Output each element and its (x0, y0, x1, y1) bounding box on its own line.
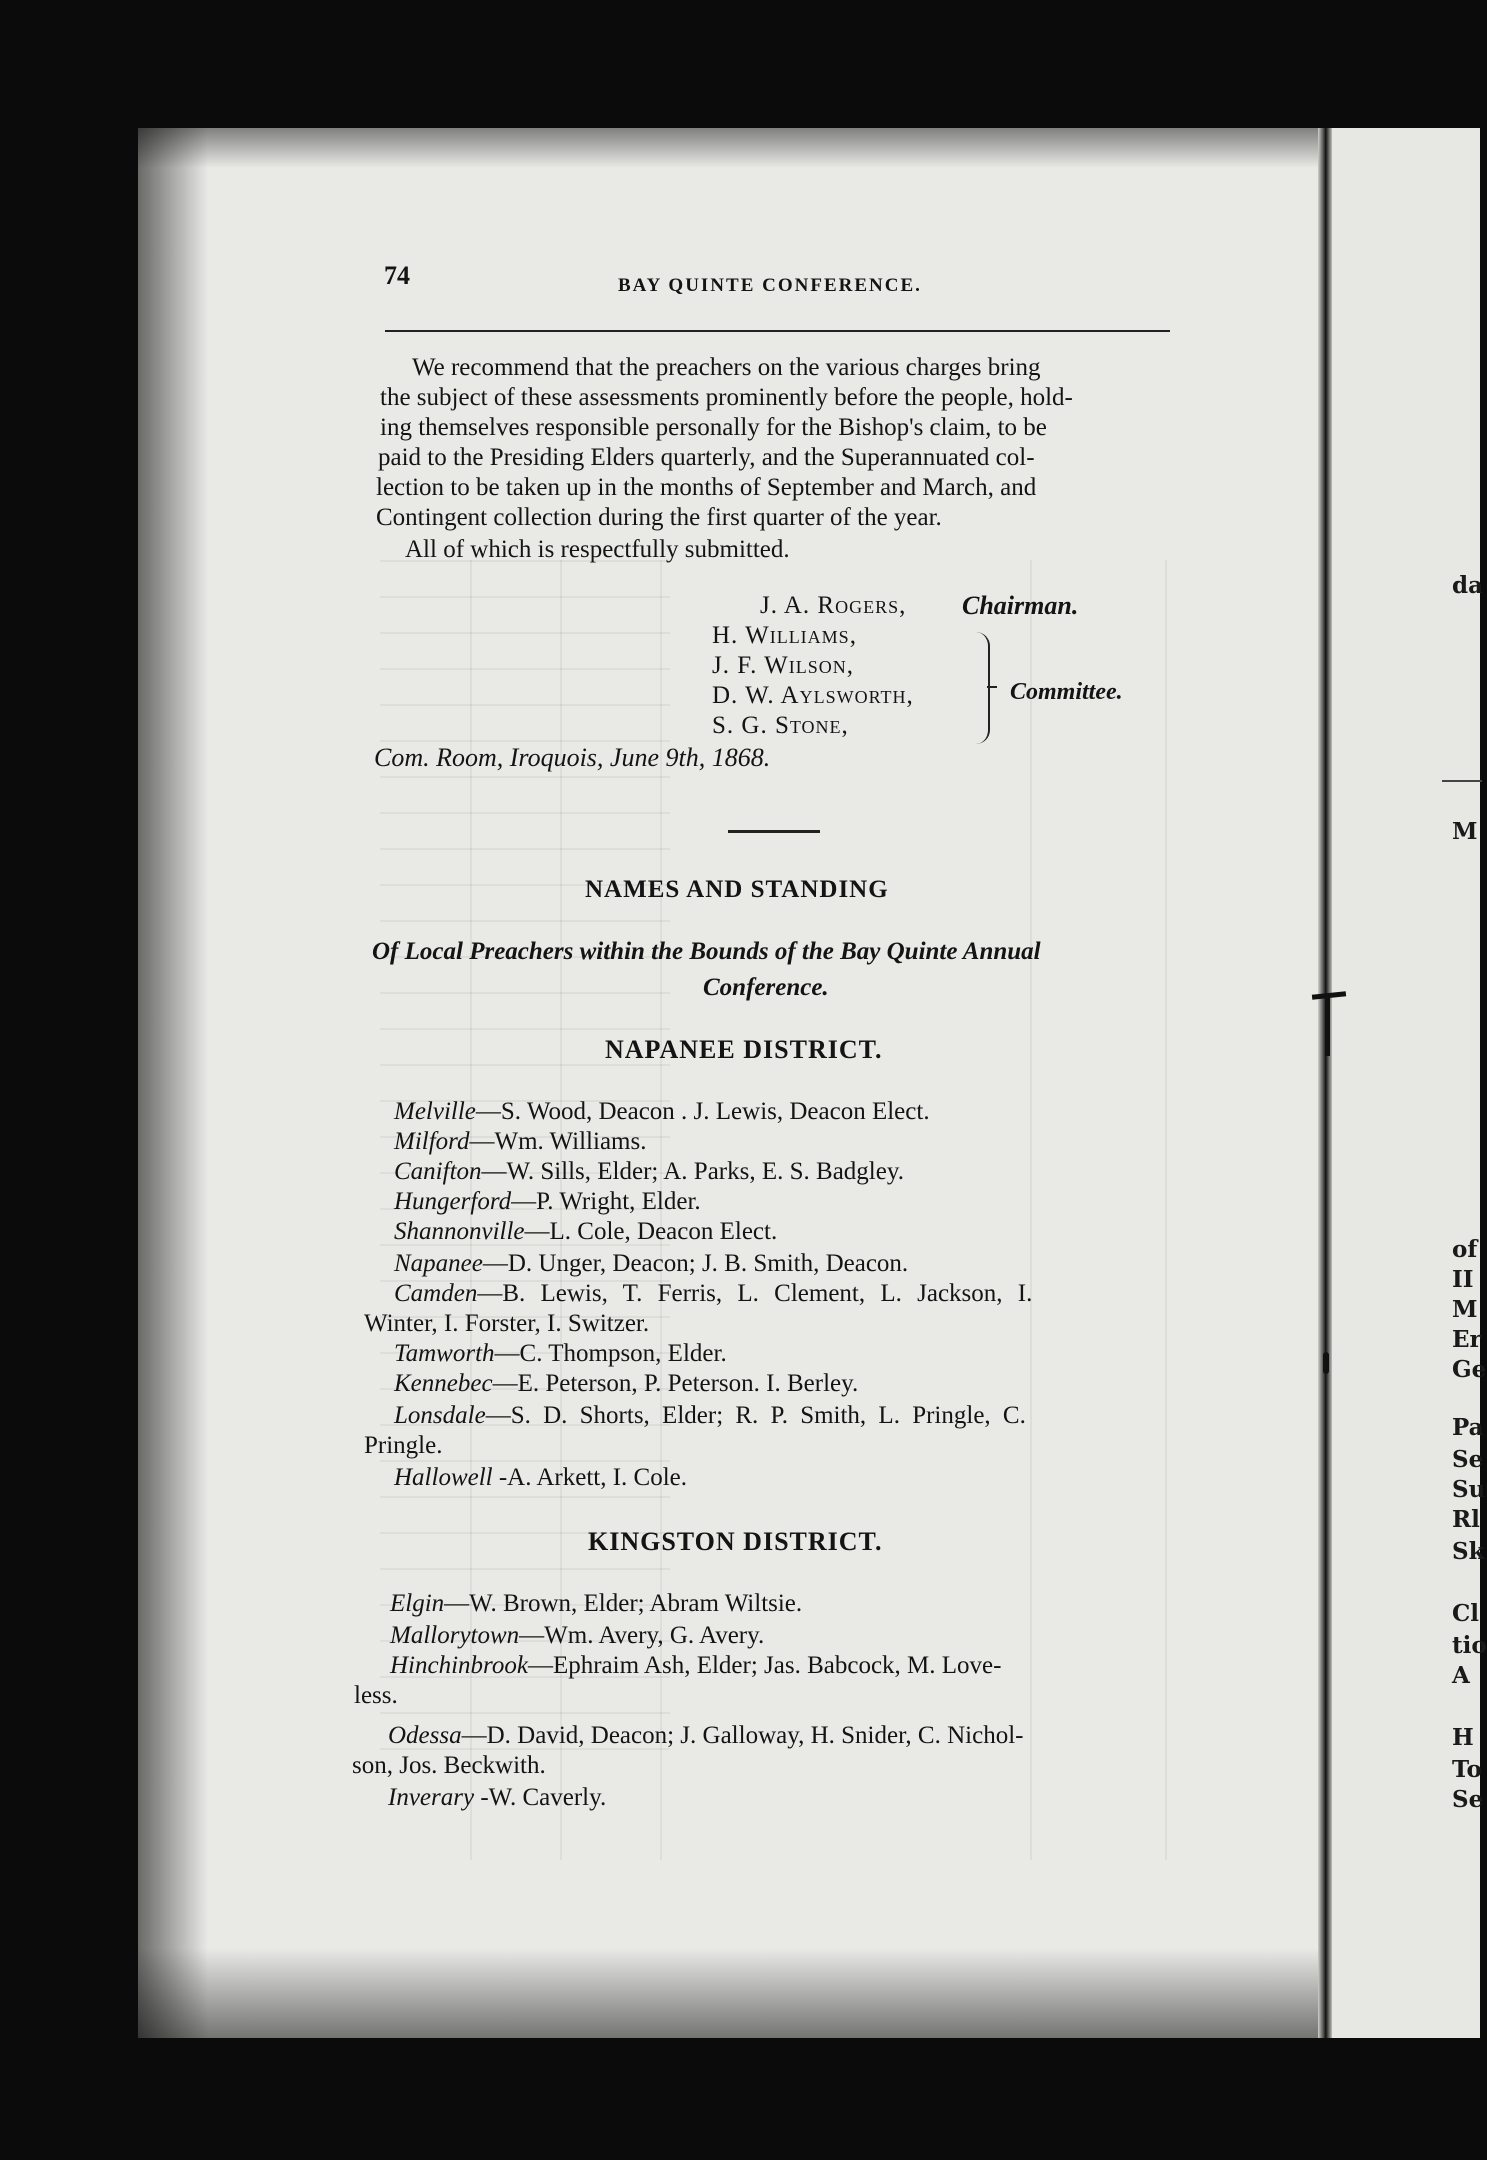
book-gutter (1318, 128, 1332, 2038)
dateline: Com. Room, Iroquois, June 9th, 1868. (374, 743, 771, 772)
header-rule (385, 330, 1170, 332)
list-item: Shannonville—L. Cole, Deacon Elect. (394, 1218, 778, 1245)
fragment: Sk (1452, 1538, 1485, 1565)
committee-member: S. G. Stone, (712, 712, 849, 739)
list-item: Hallowell -A. Arkett, I. Cole. (394, 1464, 688, 1491)
fragment: da (1452, 572, 1483, 599)
list-item: Lonsdale—S. D. Shorts, Elder; R. P. Smith, L. Pringle, C. (394, 1402, 1026, 1429)
list-item: Hinchinbrook—Ephraim Ash, Elder; Jas. Babcock, M. Love- (390, 1652, 1002, 1679)
section-title: NAMES AND STANDING (585, 876, 889, 903)
fragment: Ge (1452, 1356, 1487, 1383)
committee-member: H. Williams, (712, 622, 857, 649)
list-item: Kennebec—E. Peterson, P. Peterson. I. Berley. (394, 1370, 859, 1397)
list-item: Pringle. (364, 1432, 443, 1459)
list-item: Inverary -W. Caverly. (388, 1784, 607, 1811)
closing-line: All of which is respectfully submitted. (405, 536, 790, 563)
fragment: To (1452, 1756, 1482, 1783)
fragment: H (1452, 1724, 1474, 1751)
section-subtitle: Of Local Preachers within the Bounds of the Bay Quinte Annual (372, 938, 1041, 965)
list-item: Melville—S. Wood, Deacon . J. Lewis, Deacon Elect. (394, 1098, 930, 1125)
chairman-name: J. A. Rogers, (760, 592, 907, 619)
list-item: Hungerford—P. Wright, Elder. (394, 1188, 701, 1215)
fragment: Se (1452, 1446, 1484, 1473)
ink-mark (1325, 996, 1330, 1056)
list-item: son, Jos. Beckwith. (352, 1752, 546, 1779)
fragment: Cl (1452, 1600, 1480, 1627)
district-heading-napanee: NAPANEE DISTRICT. (605, 1035, 883, 1064)
list-item: Odessa—D. David, Deacon; J. Galloway, H. Snider, C. Nichol- (388, 1722, 1024, 1749)
list-item: Napanee—D. Unger, Deacon; J. B. Smith, Deacon. (394, 1250, 909, 1277)
paragraph-line: We recommend that the preachers on the various charges bring (412, 354, 1041, 381)
paragraph-line: Contingent collection during the first quarter of the year. (376, 504, 942, 531)
fragment: Se (1452, 1786, 1484, 1813)
list-item: Milford—Wm. Williams. (394, 1128, 647, 1155)
running-title: BAY QUINTE CONFERENCE. (618, 275, 922, 296)
chairman-title: Chairman. (962, 591, 1079, 620)
paragraph-line: ing themselves responsible personally for the Bishop's claim, to be (380, 414, 1047, 441)
committee-brace (970, 632, 990, 744)
fragment: M (1452, 818, 1478, 845)
page-number: 74 (384, 261, 410, 290)
list-item: Tamworth—C. Thompson, Elder. (394, 1340, 727, 1367)
fragment: of (1452, 1236, 1478, 1263)
fragment: II (1452, 1266, 1474, 1293)
list-item: Camden—B. Lewis, T. Ferris, L. Clement, L. Jackson, I. (394, 1280, 1033, 1307)
fragment: Su (1452, 1476, 1486, 1503)
section-divider (728, 830, 820, 833)
fragment: M (1452, 1296, 1478, 1323)
committee-member: J. F. Wilson, (712, 652, 855, 679)
ink-mark (1323, 1352, 1329, 1374)
list-item: Winter, I. Forster, I. Switzer. (364, 1310, 650, 1337)
fragment: tio (1452, 1632, 1487, 1659)
facing-page-edge (1332, 128, 1480, 2038)
committee-member: D. W. Aylsworth, (712, 682, 914, 709)
list-item: less. (354, 1682, 398, 1709)
list-item: Canifton—W. Sills, Elder; A. Parks, E. S. Badgley. (394, 1158, 904, 1185)
paragraph-line: the subject of these assessments prominently before the people, hold- (380, 384, 1073, 411)
fragment: Pa (1452, 1414, 1484, 1441)
committee-label: Committee. (1010, 679, 1123, 705)
list-item: Elgin—W. Brown, Elder; Abram Wiltsie. (390, 1590, 803, 1617)
district-heading-kingston: KINGSTON DISTRICT. (588, 1527, 883, 1556)
fragment: A (1452, 1662, 1470, 1689)
list-item: Mallorytown—Wm. Avery, G. Avery. (390, 1622, 765, 1649)
paragraph-line: paid to the Presiding Elders quarterly, and the Superannuated col- (378, 444, 1035, 471)
fragment: Er (1452, 1326, 1482, 1353)
fragment: Rl (1452, 1506, 1480, 1533)
paragraph-line: lection to be taken up in the months of September and March, and (376, 474, 1037, 501)
section-subtitle: Conference. (703, 974, 829, 1001)
